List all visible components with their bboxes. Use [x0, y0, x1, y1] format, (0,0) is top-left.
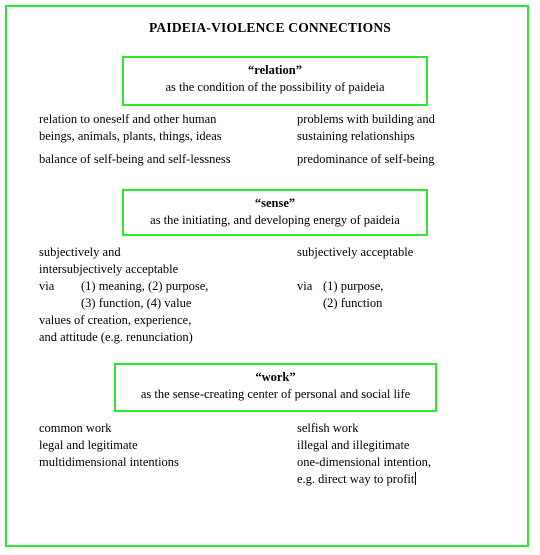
work-left-line: multidimensional intentions — [39, 455, 179, 469]
sense-left-column — [39, 244, 208, 346]
sense-left-line: intersubjectively acceptable — [39, 262, 179, 276]
sense-left-line: subjectively and — [39, 245, 121, 259]
via-label: via — [297, 279, 313, 293]
text-cursor — [415, 472, 416, 485]
relation-subtitle: as the condition of the possibility of paideia — [165, 80, 385, 94]
sense-right-column — [297, 244, 413, 312]
work-heading: “work” — [255, 370, 296, 384]
work-right-line: e.g. direct way to profit — [297, 472, 415, 486]
sense-right-line: (2) function — [323, 296, 383, 310]
sense-left-line: (3) function, (4) value — [81, 296, 192, 310]
relation-right-line: sustaining relationships — [297, 129, 415, 143]
work-right-column — [297, 420, 431, 488]
work-subtitle: as the sense-creating center of personal and social life — [140, 387, 411, 401]
relation-left-column — [39, 111, 231, 168]
relation-right-line: problems with building and — [297, 112, 435, 126]
work-left-line: legal and legitimate — [39, 438, 138, 452]
work-right-last-line — [297, 471, 431, 488]
work-right-line: illegal and illegitimate — [297, 438, 410, 452]
relation-right-line: predominance of self-being — [297, 152, 435, 166]
work-left-column — [39, 420, 179, 471]
sense-left-via-row — [39, 278, 208, 295]
relation-left-line: relation to oneself and other human — [39, 112, 217, 126]
sense-left-line: and attitude (e.g. renunciation) — [39, 330, 193, 344]
work-right-line: one-dimensional intention, — [297, 455, 432, 469]
sense-left-line: values of creation, experience, — [39, 313, 192, 327]
sense-left-line: (1) meaning, (2) purpose, — [81, 279, 209, 293]
spacer — [297, 261, 413, 278]
relation-box — [122, 56, 428, 106]
sense-box — [122, 189, 428, 236]
relation-right-column — [297, 111, 435, 168]
sense-right-via-row — [297, 278, 413, 295]
relation-left-line: balance of self-being and self-lessness — [39, 152, 231, 166]
via-label: via — [39, 279, 55, 293]
sense-heading: “sense” — [254, 196, 296, 210]
relation-left-line: beings, animals, plants, things, ideas — [39, 129, 222, 143]
relation-heading: “relation” — [248, 63, 302, 77]
work-left-line: common work — [39, 421, 112, 435]
work-box — [114, 363, 437, 412]
sense-subtitle: as the initiating, and developing energy of paideia — [150, 213, 400, 227]
sense-right-line: subjectively acceptable — [297, 245, 414, 259]
sense-right-line: (1) purpose, — [323, 279, 384, 293]
work-right-line: selfish work — [297, 421, 359, 435]
page-title: PAIDEIA-VIOLENCE CONNECTIONS — [148, 20, 391, 35]
